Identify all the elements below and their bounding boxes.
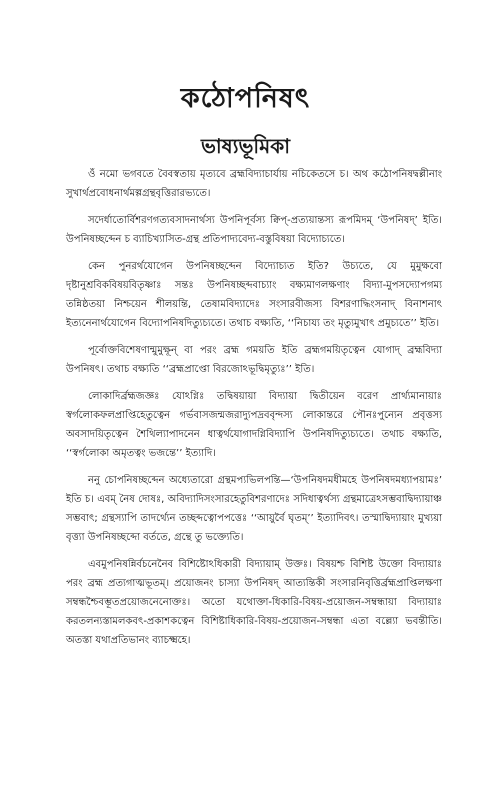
paragraph: সদের্ধাতোর্বিশরণগত্যবসাদনার্থস্য উপনিপূর্বস্য ক্বিপ্-প্রত্যয়ান্তস্য রূপমিদম্ ‘উপনিষদ্’ ইতি। উপনিষচ্ছব্দেন চ ব্যাচিখ্যাসিত-গ্রন্থ প্রতিপাদ্যবেদ্য-বস্তুবিষয়া বিদ্যোচ্যতে। <box>66 215 442 245</box>
body-text <box>66 165 442 658</box>
paragraph: এবমুপনিষন্নির্বচনেনৈব বিশিষ্টোঽধিকারী বিদ্যায়াম্ উক্তঃ। বিষয়শ্চ বিশিষ্ট উক্তো বিদ্যায়াঃ পরং ব্রহ্ম প্রত্যগাত্মভূতম্। প্রয়োজনং চাস্যা উপনিষদ্ আত্যন্তিকী সংসারনিবৃত্তির্ব্রহ্মপ্রাপ্তিলক্ষণা সম্বন্ধশ্চৈবম্ভূতপ্রয়োজনেনোক্তঃ। অতো যথোক্তা-ধিকারি-বিষয়-প্রয়োজন-সম্বন্ধায়া বিদ্যায়াঃ করতলন্যস্তামলকবৎ-প্রকাশকত্বেন বিশিষ্টাধিকারি-বিষয়-প্রয়োজন-সম্বন্ধা এতা বল্ল্যো ভবন্তীতি। অতস্তা যথাপ্রতিভানং ব্যাচক্ষ্মহে। <box>66 559 442 646</box>
paragraph: কেন পুনরর্থযোগেন উপনিষচ্ছব্দেন বিদ্যোচ্যত ইতি? উচ্যতে, যে মুমুক্ষবো দৃষ্টানুশ্রবিকবিষয়বিতৃষ্ণাঃ সন্তঃ উপনিষচ্ছব্দবাচ্যাং বক্ষ্যমাণলক্ষণাং বিদ্যা-মুপসদ্যোপগম্য তন্নিষ্ঠতয়া নিশ্চয়েন শীলয়ন্তি, তেষামবিদ্যাদেঃ সংসারবীজস্য বিশরণাদ্ধিংসনাদ্ বিনাশনাৎ ইত্যনেনার্থযোগেন বিদ্যোপনিষদিত্যুচ্যতে। তথাচ বক্ষ্যতি, ‘‘নিচায্য তং মৃত্যুমুখাৎ প্রমুচ্যতে’’ ইতি। <box>66 261 442 329</box>
paragraph: ওঁ নমো ভগবতে বৈবস্বতায় মৃত্যবে ব্রহ্মবিদ্যাচার্যায় নচিকেতসে চ। অথ কঠোপনিষদ্বল্লীনাং সুখার্থপ্রবোধনার্থমল্পগ্রন্থবৃত্তিরারভ্যতে। <box>66 169 442 199</box>
page-title: কঠোপনিষৎ <box>180 83 311 114</box>
paragraph: ননু চোপনিষচ্ছব্দেন অধ্যেতারো গ্রন্থমপ্যভিলপন্তি—‘উপনিষদমধীমহে উপনিষদমধ্যাপয়ামঃ’ ইতি চ। এবম্ নৈষ দোষঃ, অবিদ্যাদিসংসারহেতুবিশরণাদেঃ সদিধাত্বর্থস্য গ্রন্থমাত্রেঽসম্ভবাদ্বিদ্যায়াঞ্চ সম্ভবাৎ; গ্রন্থস্যাপি তাদর্থ্যেন তচ্ছব্দত্বোপপত্তেঃ ‘‘আয়ুর্বৈ ঘৃতম্’’ ইত্যাদিবৎ। তস্মাদ্বিদ্যায়াং মুখ্যয়া বৃত্ত্যা উপনিষচ্ছব্দো বর্ততে, গ্রন্থে তু ভক্ত্যেতি। <box>66 475 442 543</box>
paragraph: পূর্বোক্তবিশেষণান্মুমুক্ষূন্ বা পরং ব্রহ্ম গময়তি ইতি ব্রহ্মগময়িতৃত্বেন যোগাদ্ ব্রহ্মবিদ্যা উপনিষৎ। তথাচ বক্ষ্যতি ‘‘ব্রহ্মপ্রাপ্তো বিরজোঽভূদ্বিমৃত্যুঃ’’ ইতি। <box>66 345 442 375</box>
paragraph: লোকাদির্ব্রহ্মজজ্ঞঃ যোঽগ্নিঃ তদ্বিষয়ায়া বিদ্যায়া দ্বিতীয়েন বরেণ প্রার্থ্যমানায়াঃ স্বর্গলোকফলপ্রাপ্তিহেতুত্বেন গর্ভবাসজন্মজরাদ্যুপদ্রববৃন্দস্য লোকান্তরে পৌনঃপুন্যেন প্রবৃত্তস্য অবসাদয়িতৃত্বেন শৈথিল্যাপাদনেন ধাত্বর্থযোগাদগ্নিবিদ্যাপি উপনিষদিত্যুচ্যতে। তথাচ বক্ষ্যতি, ‘‘স্বর্গলোকা অমৃতত্বং ভজন্তে’’ ইত্যাদি। <box>66 391 442 459</box>
section-heading: ভাষ্যভূমিকা <box>200 134 291 158</box>
